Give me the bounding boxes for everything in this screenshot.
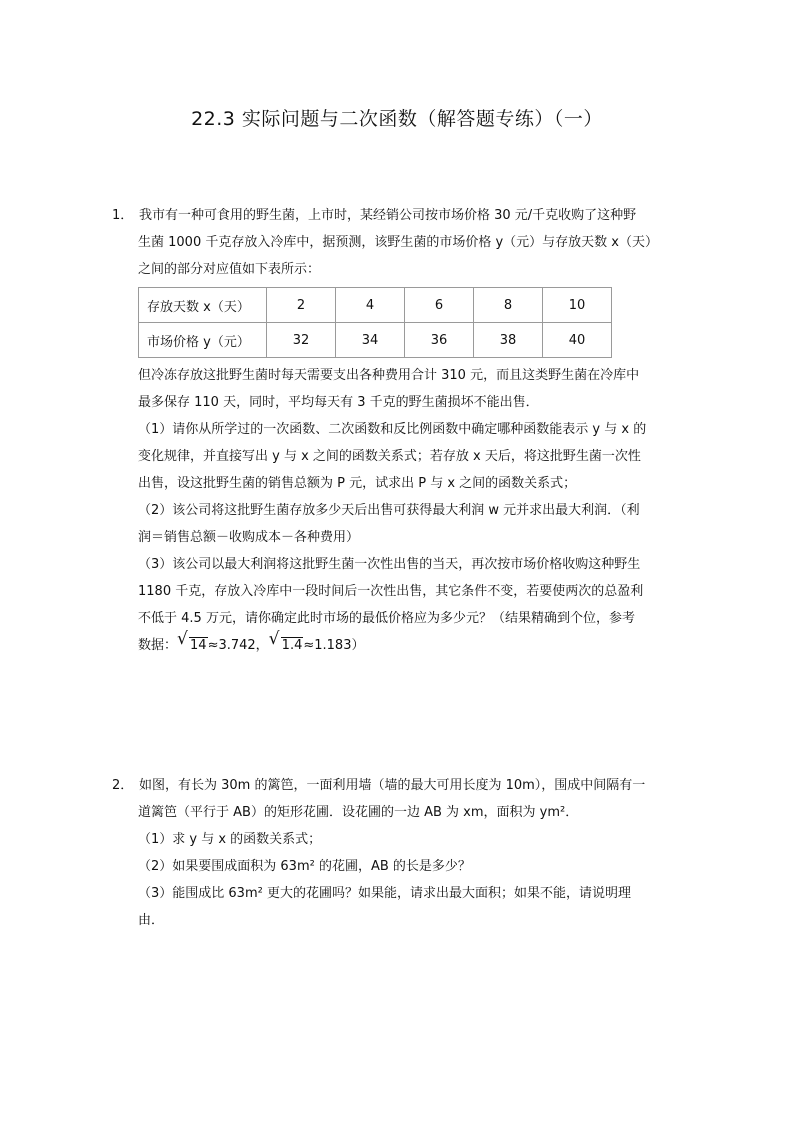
q2-part3-line-1: （3）能围成比 63m² 更大的花圃吗？如果能，请求出最大面积；如果不能，请说明理 <box>138 886 631 901</box>
q1-part2-line-1: （2）该公司将这批野生菌存放多少天后出售可获得最大利润 w 元并求出最大利润．（利 <box>138 503 640 518</box>
q1-part3-line-2: 1180 千克，存放入冷库中一段时间后一次性出售，其它条件不变，若要使两次的总盈利 <box>138 584 644 599</box>
q2-line-1: 如图，有长为 30m 的篱笆，一面利用墙（墙的最大可用长度为 10m），围成中间隔有一 <box>139 778 646 793</box>
approx-value: ≈3.742， <box>207 638 269 653</box>
question-1 <box>112 202 687 659</box>
radicand: 1.4 <box>281 638 303 653</box>
question-2 <box>112 772 687 934</box>
q1-part1-line-2: 变化规律，并直接写出 y 与 x 之间的函数关系式；若存放 x 天后，将这批野生菌一次性 <box>138 449 641 464</box>
table-row <box>139 323 612 358</box>
table-cell: 34 <box>336 323 405 358</box>
q1-line-5: 最多保存 110 天，同时，平均每天有 3 千克的野生菌损坏不能出售． <box>138 395 539 410</box>
q1-part3-line-3: 不低于 4.5 万元，请你确定此时市场的最低价格应为多少元？（结果精确到个位，参考 <box>138 611 635 626</box>
q1-line-2: 生菌 1000 千克存放入冷库中，据预测，该野生菌的市场价格 y（元）与存放天数 x（天） <box>138 235 659 250</box>
table-cell: 8 <box>474 288 543 323</box>
radical-sign-icon: √ <box>177 629 188 649</box>
q1-part1-line-1: （1）请你从所学过的一次函数、二次函数和反比例函数中确定哪种函数能表示 y 与 x 的 <box>138 422 647 437</box>
table-cell: 6 <box>405 288 474 323</box>
table-row <box>139 288 612 323</box>
q2-part3-line-2: 由． <box>138 913 165 928</box>
radical-sign-icon: √ <box>268 629 280 649</box>
sqrt-1-4 <box>268 629 304 659</box>
approx-value: ≈1.183） <box>303 638 365 653</box>
reference-data-label: 数据： <box>138 638 178 653</box>
value-table <box>138 287 612 358</box>
table-cell: 市场价格 y（元） <box>139 323 267 358</box>
q1-line-4: 但冷冻存放这批野生菌时每天需要支出各种费用合计 310 元，而且这类野生菌在冷库中 <box>138 368 640 383</box>
table-cell: 40 <box>543 323 612 358</box>
table-cell: 存放天数 x（天） <box>139 288 267 323</box>
radicand: 14 <box>190 638 207 653</box>
table-cell: 32 <box>267 323 336 358</box>
q1-part3-line-4 <box>112 629 687 659</box>
q1-part2-line-2: 润＝销售总额－收购成本－各种费用） <box>138 530 360 545</box>
table-cell: 4 <box>336 288 405 323</box>
q1-part3-line-1: （3）该公司以最大利润将这批野生菌一次性出售的当天，再次按市场价格收购这种野生 <box>138 557 641 572</box>
q2-line-2: 道篱笆（平行于 AB）的矩形花圃．设花圃的一边 AB 为 xm，面积为 ym²． <box>138 805 579 820</box>
table-cell: 36 <box>405 323 474 358</box>
q1-line-1: 我市有一种可食用的野生菌，上市时，某经销公司按市场价格 30 元/千克收购了这种野 <box>139 208 637 223</box>
table-cell: 38 <box>474 323 543 358</box>
question-number: 1． <box>112 208 134 223</box>
question-number: 2． <box>112 778 134 793</box>
q2-part1: （1）求 y 与 x 的函数关系式； <box>138 832 322 847</box>
q1-part1-line-3: 出售，设这批野生菌的销售总额为 P 元，试求出 P 与 x 之间的函数关系式； <box>138 476 577 491</box>
q1-line-3: 之间的部分对应值如下表所示： <box>138 262 321 277</box>
q2-part2: （2）如果要围成面积为 63m² 的花圃，AB 的长是多少？ <box>138 859 471 874</box>
table-cell: 2 <box>267 288 336 323</box>
table-cell: 10 <box>543 288 612 323</box>
page-title: 22.3 实际问题与二次函数（解答题专练）（一） <box>191 108 603 130</box>
sqrt-14 <box>177 629 208 659</box>
